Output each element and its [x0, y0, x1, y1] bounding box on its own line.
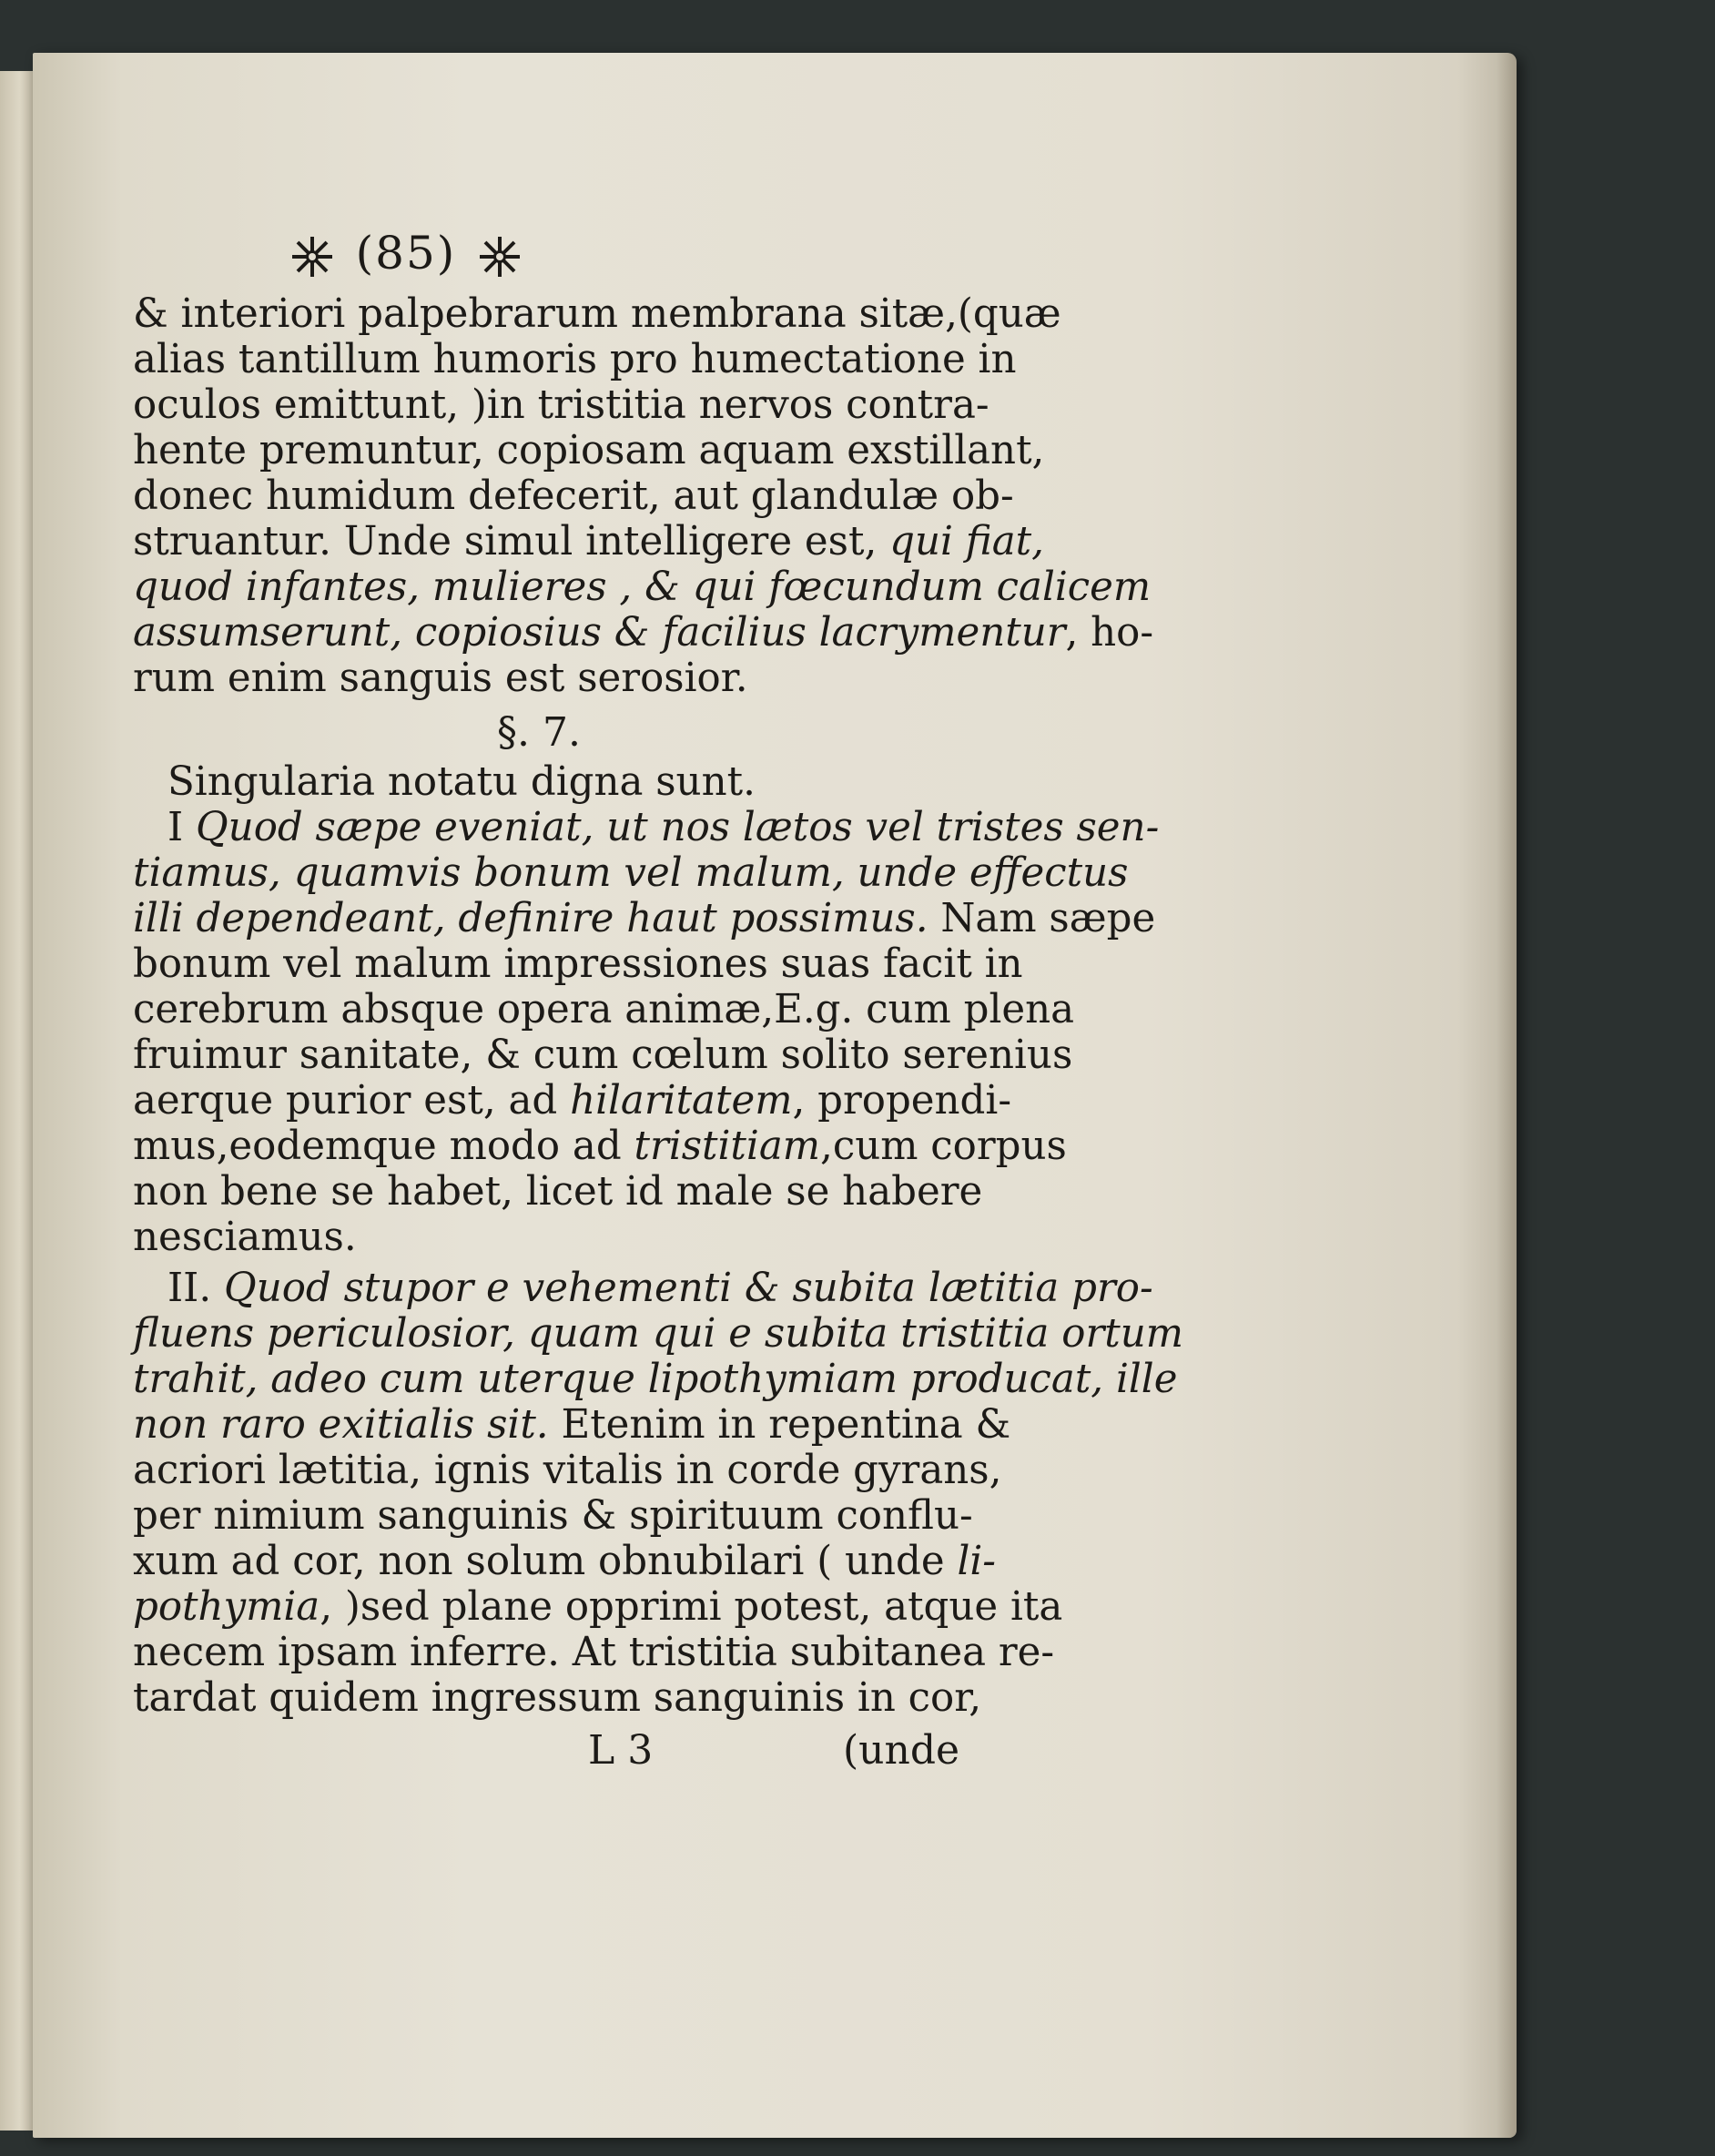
- text-line: I Quod sæpe eveniat, ut nos lætos vel tristes sen-: [167, 805, 1160, 850]
- catchword: (unde: [843, 1727, 960, 1774]
- text-line: & interiori palpebrarum membrana sitæ,(quæ: [133, 291, 1061, 337]
- text-line: aerque purior est, ad hilaritatem, propendi-: [133, 1078, 1012, 1124]
- text-line: acriori lætitia, ignis vitalis in corde gyrans,: [133, 1448, 1002, 1493]
- ornament-right-icon: [478, 235, 522, 279]
- section-heading: §. 7.: [497, 709, 581, 756]
- text-line: Singularia notatu digna sunt.: [167, 759, 756, 805]
- text-line: tiamus, quamvis bonum vel malum, unde effectus: [133, 850, 1129, 896]
- text-line: donec humidum defecerit, aut glandulæ ob-: [133, 473, 1014, 519]
- text-line: necem ipsam inferre. At tristitia subitanea re-: [133, 1630, 1055, 1675]
- page-number: (85): [355, 227, 457, 280]
- signature-mark: L 3: [588, 1727, 654, 1774]
- text-line: struantur. Unde simul intelligere est, qui fiat,: [133, 519, 1044, 564]
- book-page: [33, 53, 1517, 2138]
- text-line: pothymia, )sed plane opprimi potest, atque ita: [133, 1584, 1063, 1630]
- text-line: assumserunt, copiosius & facilius lacrymentur, ho-: [133, 610, 1154, 656]
- text-line: alias tantillum humoris pro humectatione in: [133, 337, 1017, 382]
- text-line: oculos emittunt, )in tristitia nervos contra-: [133, 382, 989, 428]
- text-line: cerebrum absque opera animæ,E.g. cum plena: [133, 987, 1075, 1032]
- facing-page-edge: [0, 71, 35, 2131]
- text-line: fluens periculosior, quam qui e subita tristitia ortum: [133, 1311, 1183, 1357]
- text-line: bonum vel malum impressiones suas facit in: [133, 941, 1023, 987]
- text-line: nesciamus.: [133, 1215, 357, 1260]
- page-header: [133, 226, 679, 280]
- ornament-left-icon: [290, 235, 334, 279]
- text-line: mus,eodemque modo ad tristitiam,cum corpus: [133, 1124, 1067, 1169]
- text-line: trahit, adeo cum uterque lipothymiam producat, ille: [133, 1357, 1178, 1402]
- text-line: illi dependeant, definire haut possimus. Nam sæpe: [133, 896, 1156, 941]
- text-line: hente premuntur, copiosam aquam exstillant,: [133, 428, 1045, 473]
- text-line: II. Quod stupor e vehementi & subita lætitia pro-: [167, 1266, 1153, 1311]
- text-line: rum enim sanguis est serosior.: [133, 656, 748, 701]
- text-line: non raro exitialis sit. Etenim in repentina &: [133, 1402, 1011, 1448]
- text-line: tardat quidem ingressum sanguinis in cor,: [133, 1675, 982, 1721]
- text-line: fruimur sanitate, & cum cœlum solito serenius: [133, 1032, 1073, 1078]
- text-line: non bene se habet, licet id male se habere: [133, 1169, 983, 1215]
- text-line: xum ad cor, non solum obnubilari ( unde li-: [133, 1539, 997, 1584]
- page-curl-shadow: [1497, 53, 1517, 2138]
- text-line: quod infantes, mulieres , & qui fœcundum calicem: [133, 564, 1152, 610]
- text-line: per nimium sanguinis & spirituum conflu-: [133, 1493, 973, 1539]
